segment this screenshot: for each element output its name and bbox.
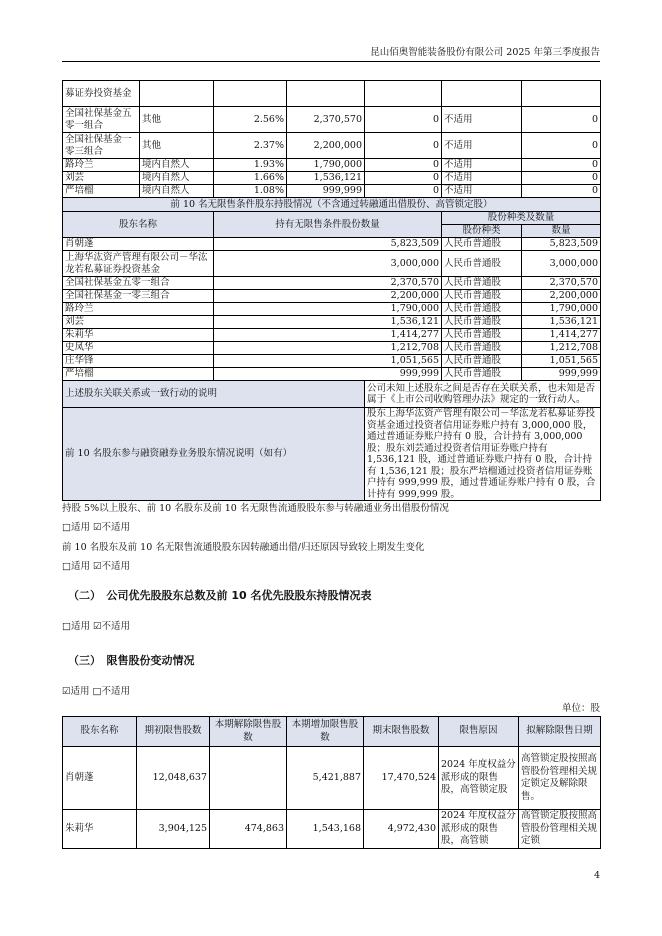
holder-nature: 境内自然人 — [140, 159, 214, 172]
share-qty: 1,051,565 — [522, 355, 601, 368]
table-row — [63, 185, 601, 198]
share-qty: 1,414,277 — [522, 329, 601, 342]
holder-name: 刘芸 — [63, 316, 214, 329]
col-header: 限售原因 — [439, 717, 519, 747]
col-header-name: 股东名称 — [63, 212, 214, 238]
section-choice: □适用 ☑不适用 — [62, 621, 131, 632]
share-type: 人民币普通股 — [442, 355, 522, 368]
col-header: 期初限售股数 — [137, 717, 210, 747]
share-qty: 1,790,000 — [522, 303, 601, 316]
holder-name: 刘芸 — [63, 172, 140, 185]
holding-pct: 2.56% — [214, 107, 287, 133]
share-qty: 3,000,000 — [522, 251, 601, 277]
share-type: 人民币普通股 — [442, 251, 522, 277]
holding-shares: 1,790,000 — [287, 159, 365, 172]
table-row — [63, 408, 601, 501]
pledge-status: 不适用 — [442, 172, 522, 185]
holder-name: 全国社保基金一零三组合 — [63, 290, 214, 303]
header-row — [63, 212, 601, 225]
page-number: 4 — [593, 870, 600, 881]
holder-name: 史凤华 — [63, 342, 214, 355]
unrestricted-shares: 2,370,570 — [214, 277, 442, 290]
holding-shares: 1,536,121 — [287, 172, 365, 185]
holding-pct: 1.08% — [214, 185, 287, 198]
table-row — [63, 172, 601, 185]
pledge-qty: 0 — [522, 133, 601, 159]
note-choice: □适用 ☑不适用 — [62, 522, 131, 533]
note-choice: □适用 ☑不适用 — [62, 561, 131, 572]
holder-name: 全国社保基金五零一组合 — [63, 107, 140, 133]
restricted-shares: 0 — [365, 172, 442, 185]
restriction-reason: 2024 年度权益分派形成的限售股，高管锁定股 — [439, 747, 519, 810]
share-qty: 5,823,509 — [522, 238, 601, 251]
share-qty: 1,212,708 — [522, 342, 601, 355]
holder-name: 庄华锋 — [63, 355, 214, 368]
col-header: 本期增加限售股数 — [287, 717, 364, 747]
pledge-status: 不适用 — [442, 159, 522, 172]
holder-name: 全国社保基金一零三组合 — [63, 133, 140, 159]
holding-shares: 999,999 — [287, 185, 365, 198]
begin-restricted: 12,048,637 — [137, 747, 210, 810]
share-qty: 999,999 — [522, 368, 601, 381]
unrestricted-shares: 3,000,000 — [214, 251, 442, 277]
note-paragraph: 持股 5%以上股东、前 10 名股东及前 10 名无限售流通股股东参与转融通业务出借股份情况 — [62, 503, 449, 514]
restricted-shares-table — [62, 716, 601, 849]
table-row — [63, 133, 601, 159]
header-row — [63, 717, 601, 747]
pledge-status: 不适用 — [442, 185, 522, 198]
end-restricted: 17,470,524 — [364, 747, 439, 810]
holder-nature: 境内自然人 — [140, 172, 214, 185]
restricted-shares: 0 — [365, 185, 442, 198]
holder-name: 严培榴 — [63, 368, 214, 381]
section-heading: （二） 公司优先股股东总数及前 10 名优先股股东持股情况表 — [68, 589, 372, 602]
holding-pct: 1.66% — [214, 172, 287, 185]
table-row — [63, 368, 601, 381]
holder-name: 肖朝蓬 — [63, 747, 137, 810]
relation-label: 上述股东关联关系或一致行动的说明 — [63, 381, 365, 408]
section-title-row — [63, 198, 601, 212]
holding-pct: 1.93% — [214, 159, 287, 172]
table-row — [63, 810, 601, 849]
table-row — [63, 159, 601, 172]
table-row — [63, 277, 601, 290]
share-qty: 1,536,121 — [522, 316, 601, 329]
col-header: 期末限售股数 — [364, 717, 439, 747]
release-date: 高管锁定股按照高管股份管理相关规定锁 — [519, 810, 601, 849]
holder-name: 肖朝蓬 — [63, 238, 214, 251]
unrestricted-shares: 5,823,509 — [214, 238, 442, 251]
table-row — [63, 303, 601, 316]
release-date: 高管锁定股按照高管股份管理相关规定锁定及解除限售。 — [519, 747, 601, 810]
share-type: 人民币普通股 — [442, 342, 522, 355]
added-restricted: 1,543,168 — [287, 810, 364, 849]
pledge-status: 不适用 — [442, 133, 522, 159]
col-header-qty: 数量 — [522, 225, 601, 238]
holder-name: 全国社保基金五零一组合 — [63, 277, 214, 290]
col-header-shares: 持有无限售条件股份数量 — [214, 212, 442, 238]
unrestricted-shares: 1,536,121 — [214, 316, 442, 329]
table-row — [63, 107, 601, 133]
table-row — [63, 251, 601, 277]
table-row — [63, 747, 601, 810]
holder-name: 上海华汯资产管理有限公司－华汯龙若私募证券投资基金 — [63, 251, 214, 277]
unrestricted-shares: 1,212,708 — [214, 342, 442, 355]
table-row — [63, 316, 601, 329]
released-restricted: 474,863 — [210, 810, 287, 849]
table-row — [63, 355, 601, 368]
note-paragraph: 前 10 名股东及前 10 名无限售流通股股东因转融通出借/归还原因导致较上期发生变化 — [62, 542, 425, 553]
page-header: 昆山佰奥智能装备股份有限公司 2025 年第三季度报告 — [370, 47, 600, 58]
holder-name: 朱莉华 — [63, 329, 214, 342]
section-choice: ☑适用 □不适用 — [62, 686, 131, 697]
restriction-reason: 2024 年度权益分派形成的限售股，高管锁 — [439, 810, 519, 849]
col-header: 拟解除限售日期 — [519, 717, 601, 747]
holder-name: 路玲兰 — [63, 303, 214, 316]
pledge-qty: 0 — [522, 159, 601, 172]
share-type: 人民币普通股 — [442, 303, 522, 316]
end-restricted: 4,972,430 — [364, 810, 439, 849]
pledge-qty: 0 — [522, 185, 601, 198]
table-row — [63, 381, 601, 408]
unit-label: 单位：股 — [561, 703, 600, 714]
relation-text: 公司未知上述股东之间是否存在关联关系，也未知是否属于《上市公司收购管理办法》规定的一致行动人。 — [365, 381, 601, 408]
unrestricted-shares: 1,790,000 — [214, 303, 442, 316]
share-type: 人民币普通股 — [442, 277, 522, 290]
unrestricted-shares: 1,414,277 — [214, 329, 442, 342]
restricted-shares: 0 — [365, 133, 442, 159]
share-type: 人民币普通股 — [442, 238, 522, 251]
holding-pct: 2.37% — [214, 133, 287, 159]
col-header: 本期解除限售股数 — [210, 717, 287, 747]
header-rule — [62, 61, 600, 62]
pledge-status: 不适用 — [442, 107, 522, 133]
margin-label: 前 10 名股东参与融资融券业务股东情况说明（如有） — [63, 408, 365, 501]
holder-name: 路玲兰 — [63, 159, 140, 172]
holding-shares: 2,200,000 — [287, 133, 365, 159]
section-heading: （三） 限售股份变动情况 — [68, 654, 195, 667]
released-restricted — [210, 747, 287, 810]
col-header: 股东名称 — [63, 717, 137, 747]
section-title: 前 10 名无限售条件股东持股情况（不含通过转融通出借股份、高管锁定股） — [63, 198, 601, 212]
table-row — [63, 342, 601, 355]
share-qty: 2,370,570 — [522, 277, 601, 290]
share-type: 人民币普通股 — [442, 290, 522, 303]
unrestricted-shares: 999,999 — [214, 368, 442, 381]
begin-restricted: 3,904,125 — [137, 810, 210, 849]
col-header-type: 股份种类 — [442, 225, 522, 238]
margin-text: 股东上海华汯资产管理有限公司－华汯龙若私募证券投资基金通过投资者信用证券账户持有 3,000,000 股，通过普通证券账户持有 0 股，合计持有 3,000,000 股；股东刘芸通过投资者信用证券账户持有 1,536,121 股，通过普通证券账户持有 0 股，合计持有 1,536,121 股；股东严培榴通过投资者信用证券账户持有 999,999 股，通过普通证券账户持有 0 股，合计持有 999,999 股。 — [365, 408, 601, 501]
shareholders-table — [62, 80, 601, 501]
share-type: 人民币普通股 — [442, 316, 522, 329]
unrestricted-shares: 2,200,000 — [214, 290, 442, 303]
unrestricted-shares: 1,051,565 — [214, 355, 442, 368]
holding-shares: 2,370,570 — [287, 107, 365, 133]
restricted-shares: 0 — [365, 107, 442, 133]
col-header-type-group: 股份种类及数量 — [442, 212, 601, 225]
table-row — [63, 81, 601, 107]
table-row — [63, 329, 601, 342]
holder-name: 严培榴 — [63, 185, 140, 198]
share-type: 人民币普通股 — [442, 329, 522, 342]
holder-nature: 其他 — [140, 107, 214, 133]
holder-name: 募证券投资基金 — [63, 81, 140, 107]
added-restricted: 5,421,887 — [287, 747, 364, 810]
restricted-shares: 0 — [365, 159, 442, 172]
holder-name: 朱莉华 — [63, 810, 137, 849]
holder-nature: 境内自然人 — [140, 185, 214, 198]
pledge-qty: 0 — [522, 107, 601, 133]
table-row — [63, 238, 601, 251]
pledge-qty: 0 — [522, 172, 601, 185]
share-qty: 2,200,000 — [522, 290, 601, 303]
table-row — [63, 290, 601, 303]
holder-nature: 其他 — [140, 133, 214, 159]
share-type: 人民币普通股 — [442, 368, 522, 381]
